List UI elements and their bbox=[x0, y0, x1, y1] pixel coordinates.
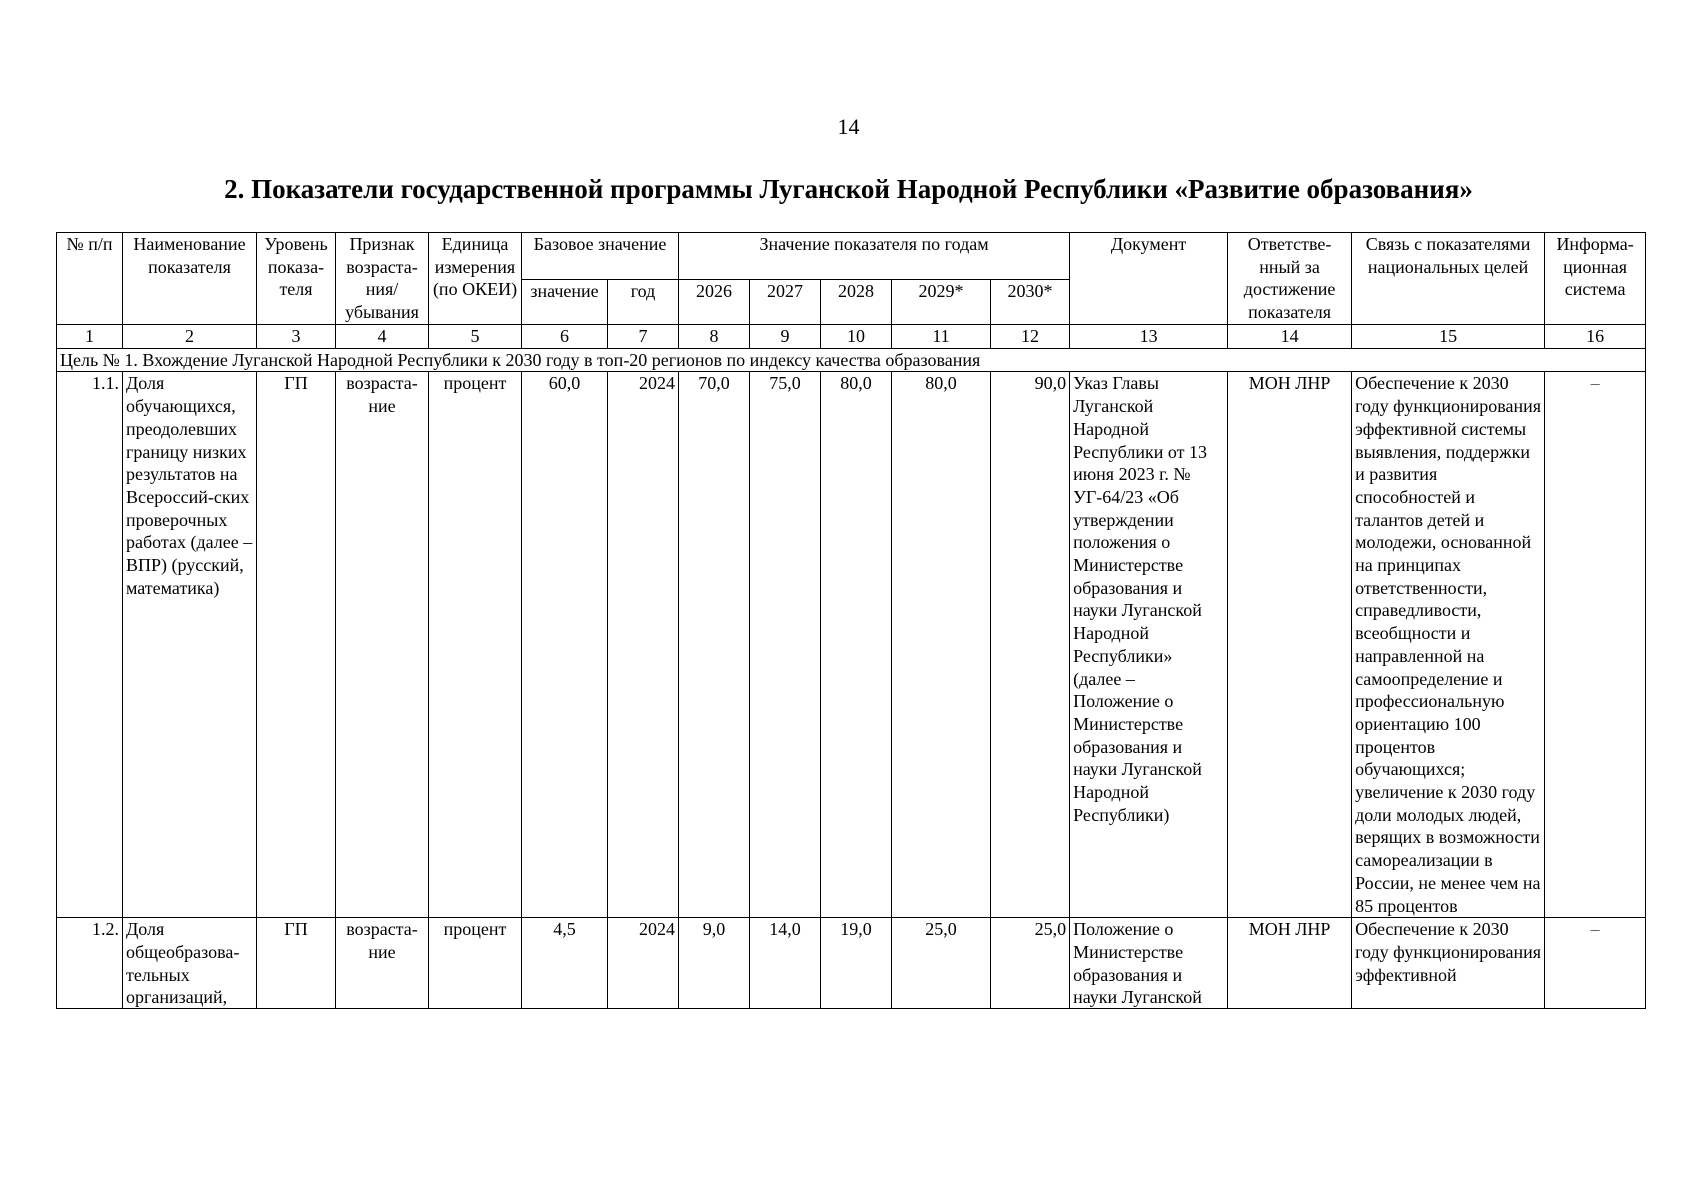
column-number: 4 bbox=[336, 325, 429, 349]
row-name: Доля обучающихся, преодолевших границу низких результатов на Всероссий-ских проверочных работах (далее – ВПР) (русский, математика) bbox=[123, 372, 257, 918]
header-document: Документ bbox=[1070, 233, 1228, 325]
row-level: ГП bbox=[257, 372, 336, 918]
column-number: 12 bbox=[991, 325, 1070, 349]
column-number: 16 bbox=[1545, 325, 1646, 349]
column-number: 15 bbox=[1352, 325, 1545, 349]
row-unit: процент bbox=[429, 918, 522, 1009]
row-info-system: – bbox=[1545, 918, 1646, 1009]
table-row bbox=[57, 918, 1646, 1009]
row-value: 9,0 bbox=[679, 918, 750, 1009]
column-number: 6 bbox=[522, 325, 608, 349]
header-info-system: Информа-ционная система bbox=[1545, 233, 1646, 325]
column-number: 8 bbox=[679, 325, 750, 349]
column-number: 5 bbox=[429, 325, 522, 349]
column-number: 9 bbox=[750, 325, 821, 349]
row-responsible: МОН ЛНР bbox=[1228, 918, 1352, 1009]
row-value: 75,0 bbox=[750, 372, 821, 918]
row-national-goals-text: Обеспечение к 2030 году функционирования эффективной bbox=[1355, 919, 1542, 985]
row-document bbox=[1070, 918, 1228, 1009]
header-level: Уровень показа-теля bbox=[257, 233, 336, 325]
row-num: 1.2. bbox=[57, 918, 123, 1009]
row-responsible: МОН ЛНР bbox=[1228, 372, 1352, 918]
row-document: Указ Главы Луганской Народной Республики от 13 июня 2023 г. № УГ-64/23 «Об утверждении положения о Министерстве образования и науки Луганской Народной Республики» (далее – Положение о Министерстве образования и науки Луганской Народной Республики) bbox=[1070, 372, 1228, 918]
row-value: 90,0 bbox=[991, 372, 1070, 918]
indicators-table bbox=[56, 232, 1646, 1009]
row-national-goals: Обеспечение к 2030 году функционирования эффективной системы выявления, поддержки и развития способностей и талантов детей и молодежи, основанной на принципах ответственности, справедливости, всеобщности и направленной на самоопределение и профессиональную ориентацию 100 процентов обучающихся; увеличение к 2030 году доли молодых людей, верящих в возможности самореализации в России, не менее чем на 85 процентов bbox=[1352, 372, 1545, 918]
row-level: ГП bbox=[257, 918, 336, 1009]
header-base-year: год bbox=[608, 280, 679, 325]
header-row-1 bbox=[57, 233, 1646, 280]
row-trend: возраста-ние bbox=[336, 372, 429, 918]
column-number: 10 bbox=[821, 325, 892, 349]
row-name-text: Доля общеобразова-тельных организаций, bbox=[126, 919, 240, 1008]
row-base-year: 2024 bbox=[608, 372, 679, 918]
header-year: 2026 bbox=[679, 280, 750, 325]
header-trend: Признак возраста-ния/ убывания bbox=[336, 233, 429, 325]
header-name: Наименование показателя bbox=[123, 233, 257, 325]
row-base-value: 4,5 bbox=[522, 918, 608, 1009]
header-year: 2027 bbox=[750, 280, 821, 325]
row-unit: процент bbox=[429, 372, 522, 918]
header-national-goals: Связь с показателями национальных целей bbox=[1352, 233, 1545, 325]
column-number: 7 bbox=[608, 325, 679, 349]
header-base-value: значение bbox=[522, 280, 608, 325]
header-base: Базовое значение bbox=[522, 233, 679, 280]
column-number: 11 bbox=[892, 325, 991, 349]
column-number: 2 bbox=[123, 325, 257, 349]
column-number: 13 bbox=[1070, 325, 1228, 349]
row-value: 25,0 bbox=[991, 918, 1070, 1009]
header-year: 2028 bbox=[821, 280, 892, 325]
row-document-text: Положение о Министерстве образования и науки Луганской bbox=[1073, 919, 1202, 1008]
column-number-row bbox=[57, 325, 1646, 349]
goal-text: Цель № 1. Вхождение Луганской Народной Республики к 2030 году в топ-20 регионов по индексу качества образования bbox=[57, 348, 1646, 372]
row-trend: возраста-ние bbox=[336, 918, 429, 1009]
row-name bbox=[123, 918, 257, 1009]
row-value: 14,0 bbox=[750, 918, 821, 1009]
table-row bbox=[57, 372, 1646, 918]
row-value: 70,0 bbox=[679, 372, 750, 918]
header-by-years: Значение показателя по годам bbox=[679, 233, 1070, 280]
header-unit: Единица измерения (по ОКЕИ) bbox=[429, 233, 522, 325]
column-number: 14 bbox=[1228, 325, 1352, 349]
row-base-value: 60,0 bbox=[522, 372, 608, 918]
row-value: 80,0 bbox=[821, 372, 892, 918]
document-title: 2. Показатели государственной программы Луганской Народной Республики «Развитие образования» bbox=[224, 174, 1473, 204]
row-value: 19,0 bbox=[821, 918, 892, 1009]
header-responsible: Ответстве-нный за достижение показателя bbox=[1228, 233, 1352, 325]
page-number: 14 bbox=[837, 114, 860, 139]
header-num: № п/п bbox=[57, 233, 123, 325]
row-value: 25,0 bbox=[892, 918, 991, 1009]
header-year: 2029* bbox=[892, 280, 991, 325]
goal-row bbox=[57, 348, 1646, 372]
row-base-year: 2024 bbox=[608, 918, 679, 1009]
row-info-system: – bbox=[1545, 372, 1646, 918]
header-year: 2030* bbox=[991, 280, 1070, 325]
column-number: 1 bbox=[57, 325, 123, 349]
row-value: 80,0 bbox=[892, 372, 991, 918]
row-num: 1.1. bbox=[57, 372, 123, 918]
row-national-goals bbox=[1352, 918, 1545, 1009]
column-number: 3 bbox=[257, 325, 336, 349]
